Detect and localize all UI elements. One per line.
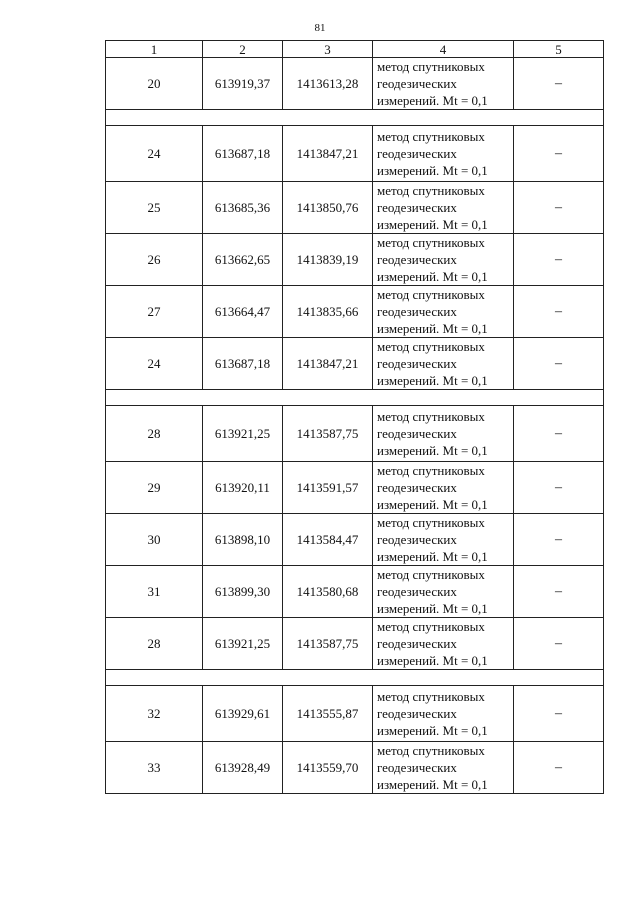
table-row — [106, 338, 604, 390]
x-coordinate-cell: 613929,61 — [203, 686, 283, 742]
x-coordinate-cell: 613685,36 — [203, 182, 283, 234]
method-line: измерений. Mt = 0,1 — [377, 373, 488, 388]
method-line: измерений. Mt = 0,1 — [377, 321, 488, 336]
method-line: измерений. Mt = 0,1 — [377, 549, 488, 564]
x-coordinate-cell: 613919,37 — [203, 58, 283, 110]
x-coordinate-cell: 613921,25 — [203, 618, 283, 670]
separator-cell — [106, 110, 604, 126]
method-line: измерений. Mt = 0,1 — [377, 217, 488, 232]
method-line: геодезических — [377, 760, 457, 775]
x-coordinate-cell: 613928,49 — [203, 742, 283, 794]
y-coordinate-cell: 1413555,87 — [283, 686, 373, 742]
header-col-1: 1 — [106, 41, 203, 58]
table-row — [106, 286, 604, 338]
table-body — [106, 58, 604, 794]
table-row — [106, 686, 604, 742]
x-coordinate-cell: 613921,25 — [203, 406, 283, 462]
method-cell — [373, 462, 514, 514]
point-number-cell: 24 — [106, 126, 203, 182]
separator-cell — [106, 670, 604, 686]
method-cell — [373, 182, 514, 234]
point-number-cell: 28 — [106, 618, 203, 670]
method-line: метод спутниковых — [377, 515, 485, 530]
method-line: метод спутниковых — [377, 59, 485, 74]
method-line: геодезических — [377, 584, 457, 599]
method-cell — [373, 338, 514, 390]
x-coordinate-cell: 613662,65 — [203, 234, 283, 286]
header-col-2: 2 — [203, 41, 283, 58]
table-row — [106, 514, 604, 566]
method-cell — [373, 742, 514, 794]
header-col-5: 5 — [514, 41, 604, 58]
y-coordinate-cell: 1413559,70 — [283, 742, 373, 794]
point-number-cell: 25 — [106, 182, 203, 234]
y-coordinate-cell: 1413587,75 — [283, 406, 373, 462]
notes-cell: – — [514, 126, 604, 182]
method-line: геодезических — [377, 200, 457, 215]
notes-cell: – — [514, 566, 604, 618]
page-number: 81 — [314, 22, 326, 34]
x-coordinate-cell: 613687,18 — [203, 126, 283, 182]
method-line: метод спутниковых — [377, 743, 485, 758]
method-line: метод спутниковых — [377, 689, 485, 704]
method-line: метод спутниковых — [377, 287, 485, 302]
point-number-cell: 20 — [106, 58, 203, 110]
method-line: геодезических — [377, 304, 457, 319]
table-row — [106, 406, 604, 462]
x-coordinate-cell: 613920,11 — [203, 462, 283, 514]
point-number-cell: 28 — [106, 406, 203, 462]
method-line: геодезических — [377, 146, 457, 161]
x-coordinate-cell: 613899,30 — [203, 566, 283, 618]
method-line: измерений. Mt = 0,1 — [377, 163, 488, 178]
method-line: измерений. Mt = 0,1 — [377, 269, 488, 284]
notes-cell: – — [514, 618, 604, 670]
method-cell — [373, 58, 514, 110]
table-row — [106, 462, 604, 514]
header-col-4: 4 — [373, 41, 514, 58]
method-line: метод спутниковых — [377, 567, 485, 582]
x-coordinate-cell: 613687,18 — [203, 338, 283, 390]
point-number-cell: 29 — [106, 462, 203, 514]
notes-cell: – — [514, 462, 604, 514]
method-line: измерений. Mt = 0,1 — [377, 723, 488, 738]
y-coordinate-cell: 1413835,66 — [283, 286, 373, 338]
notes-cell: – — [514, 182, 604, 234]
method-line: геодезических — [377, 532, 457, 547]
table-row — [106, 566, 604, 618]
method-line: метод спутниковых — [377, 183, 485, 198]
method-line: метод спутниковых — [377, 129, 485, 144]
separator-row — [106, 110, 604, 126]
method-cell — [373, 686, 514, 742]
method-line: метод спутниковых — [377, 619, 485, 634]
method-line: метод спутниковых — [377, 409, 485, 424]
notes-cell: – — [514, 286, 604, 338]
table-row — [106, 742, 604, 794]
separator-row — [106, 390, 604, 406]
notes-cell: – — [514, 234, 604, 286]
method-line: геодезических — [377, 480, 457, 495]
y-coordinate-cell: 1413580,68 — [283, 566, 373, 618]
method-line: геодезических — [377, 76, 457, 91]
separator-row — [106, 670, 604, 686]
notes-cell: – — [514, 514, 604, 566]
point-number-cell: 32 — [106, 686, 203, 742]
point-number-cell: 30 — [106, 514, 203, 566]
y-coordinate-cell: 1413847,21 — [283, 126, 373, 182]
table-row — [106, 618, 604, 670]
method-line: геодезических — [377, 426, 457, 441]
method-line: метод спутниковых — [377, 339, 485, 354]
y-coordinate-cell: 1413839,19 — [283, 234, 373, 286]
method-line: метод спутниковых — [377, 235, 485, 250]
method-line: измерений. Mt = 0,1 — [377, 777, 488, 792]
method-line: измерений. Mt = 0,1 — [377, 93, 488, 108]
method-line: измерений. Mt = 0,1 — [377, 601, 488, 616]
method-cell — [373, 286, 514, 338]
method-line: измерений. Mt = 0,1 — [377, 653, 488, 668]
table-row — [106, 58, 604, 110]
coordinates-table — [105, 40, 604, 794]
point-number-cell: 31 — [106, 566, 203, 618]
method-line: измерений. Mt = 0,1 — [377, 497, 488, 512]
notes-cell: – — [514, 338, 604, 390]
point-number-cell: 33 — [106, 742, 203, 794]
x-coordinate-cell: 613664,47 — [203, 286, 283, 338]
table-row — [106, 126, 604, 182]
notes-cell: – — [514, 742, 604, 794]
method-cell — [373, 406, 514, 462]
y-coordinate-cell: 1413584,47 — [283, 514, 373, 566]
y-coordinate-cell: 1413587,75 — [283, 618, 373, 670]
method-cell — [373, 126, 514, 182]
point-number-cell: 26 — [106, 234, 203, 286]
y-coordinate-cell: 1413591,57 — [283, 462, 373, 514]
y-coordinate-cell: 1413613,28 — [283, 58, 373, 110]
method-line: метод спутниковых — [377, 463, 485, 478]
header-col-3: 3 — [283, 41, 373, 58]
table-header-row — [106, 41, 604, 58]
table-row — [106, 182, 604, 234]
y-coordinate-cell: 1413847,21 — [283, 338, 373, 390]
notes-cell: – — [514, 406, 604, 462]
table-row — [106, 234, 604, 286]
method-line: геодезических — [377, 636, 457, 651]
y-coordinate-cell: 1413850,76 — [283, 182, 373, 234]
method-cell — [373, 514, 514, 566]
point-number-cell: 24 — [106, 338, 203, 390]
method-line: измерений. Mt = 0,1 — [377, 443, 488, 458]
method-line: геодезических — [377, 706, 457, 721]
method-cell — [373, 618, 514, 670]
point-number-cell: 27 — [106, 286, 203, 338]
method-line: геодезических — [377, 252, 457, 267]
separator-cell — [106, 390, 604, 406]
method-line: геодезических — [377, 356, 457, 371]
method-cell — [373, 234, 514, 286]
x-coordinate-cell: 613898,10 — [203, 514, 283, 566]
notes-cell: – — [514, 686, 604, 742]
notes-cell: – — [514, 58, 604, 110]
method-cell — [373, 566, 514, 618]
